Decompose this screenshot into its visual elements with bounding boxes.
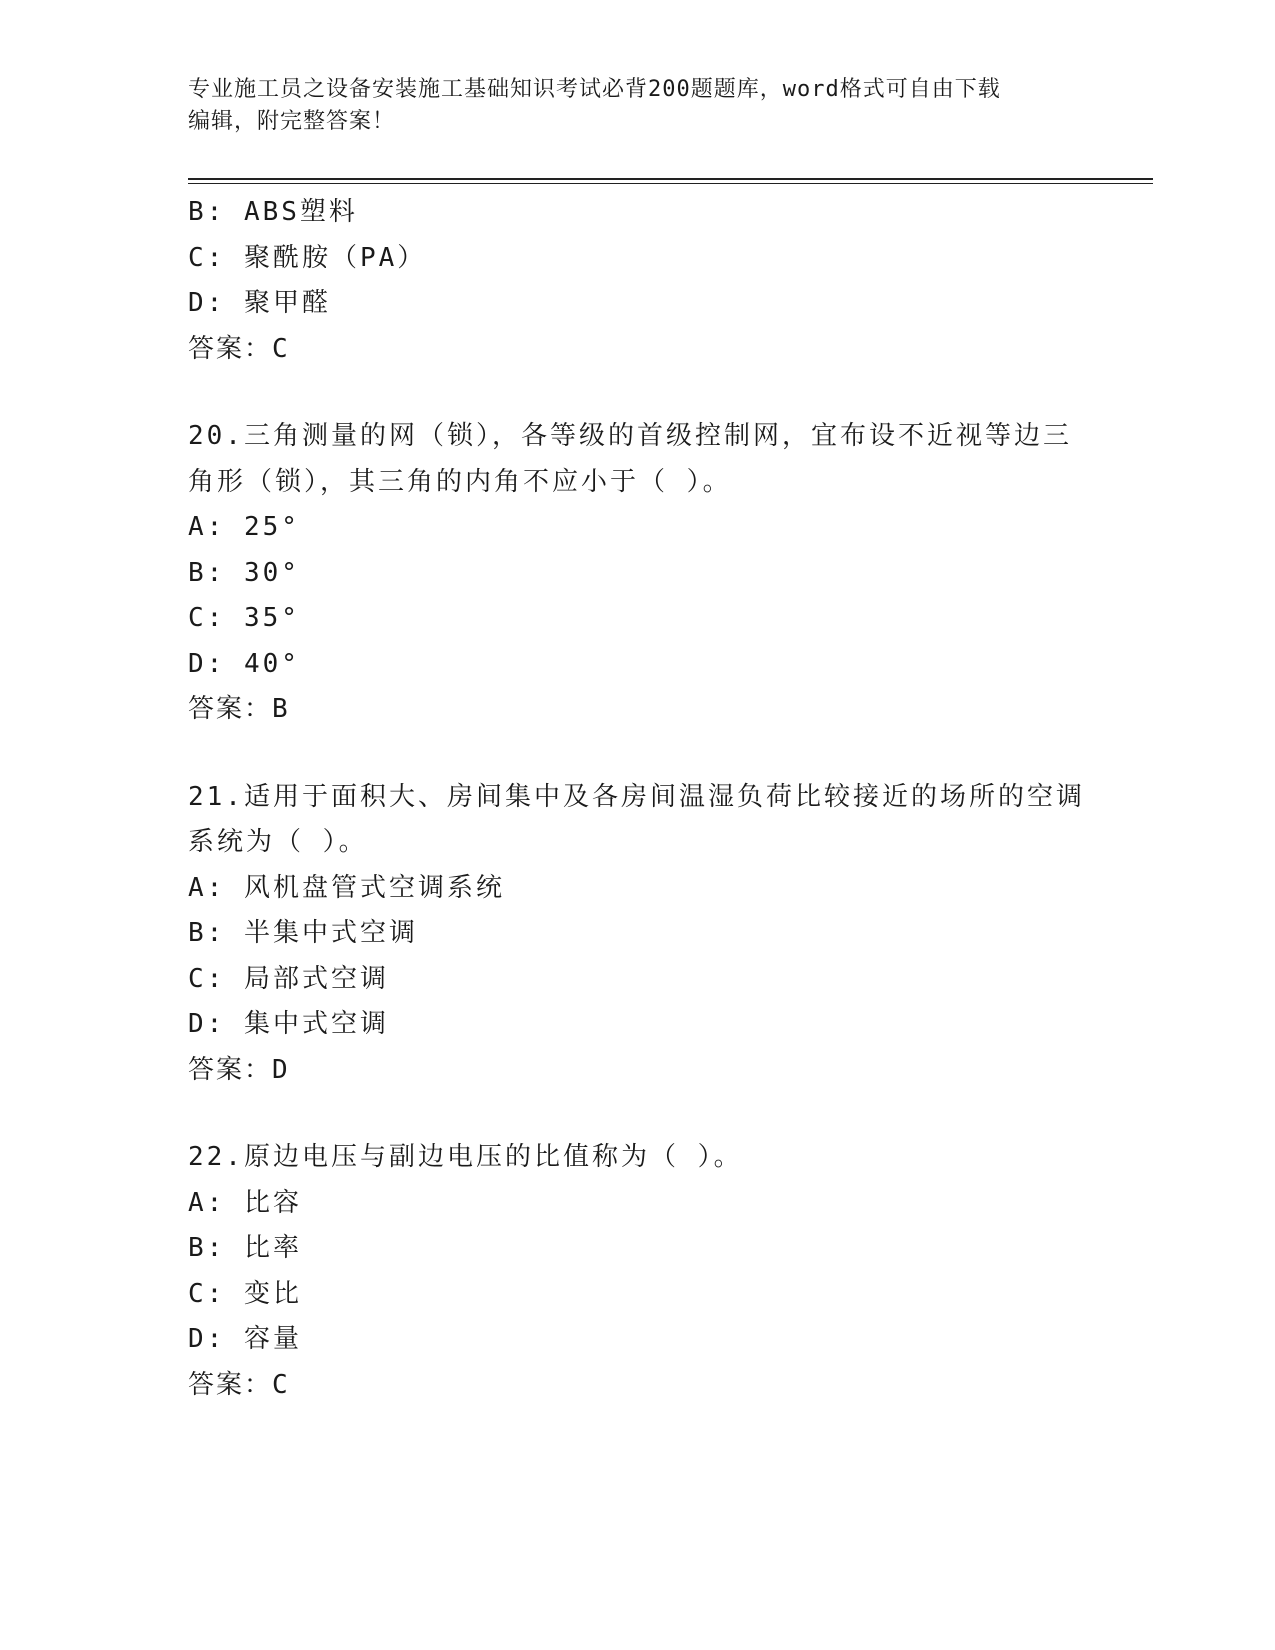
question-block-20 [188, 414, 1088, 733]
answer-line: 答案：C [188, 333, 290, 364]
option-d: D: 聚甲醛 [188, 288, 331, 318]
option-b: B: 半集中式空调 [188, 918, 418, 948]
option-b: B: ABS塑料 [188, 197, 358, 227]
option-b: B: 30° [188, 557, 300, 588]
option-a: A: 风机盘管式空调系统 [188, 872, 505, 903]
answer-line: 答案：C [188, 1369, 290, 1400]
spacer [188, 1093, 1088, 1135]
question-text-line: 角形（锁），其三角的内角不应小于（ ）。 [188, 466, 732, 497]
spacer [188, 733, 1088, 775]
option-d: D: 集中式空调 [188, 1009, 389, 1039]
question-text-line: 21.适用于面积大、房间集中及各房间温湿负荷比较接近的场所的空调 [188, 781, 1085, 812]
option-d: D: 40° [188, 648, 300, 679]
answer-line: 答案：D [188, 1054, 290, 1085]
option-a: A: 比容 [188, 1187, 302, 1218]
header-divider-thin [188, 183, 1153, 184]
question-block-22 [188, 1135, 1088, 1408]
option-b: B: 比率 [188, 1233, 302, 1263]
question-block-21 [188, 775, 1088, 1094]
question-text-line: 系统为（ ）。 [188, 827, 368, 857]
option-d: D: 容量 [188, 1324, 302, 1354]
option-a: A: 25° [188, 512, 300, 542]
question-block-19 [188, 190, 1088, 372]
spacer [188, 372, 1088, 414]
option-c: C: 局部式空调 [188, 963, 389, 994]
document-body [188, 190, 1088, 1408]
header-divider-thick [188, 178, 1153, 180]
option-c: C: 变比 [188, 1278, 302, 1309]
document-header [188, 74, 1068, 138]
question-text-line: 20.三角测量的网（锁），各等级的首级控制网，宜布设不近视等边三 [188, 421, 1072, 451]
header-line-2: 编辑，附完整答案！ [188, 109, 396, 134]
header-line-1: 专业施工员之设备安装施工基础知识考试必背200题题库，word格式可自由下载 [188, 77, 1001, 102]
option-c: C: 35° [188, 603, 300, 633]
option-c: C: 聚酰胺（PA） [188, 242, 427, 273]
question-text-line: 22.原边电压与副边电压的比值称为（ ）。 [188, 1142, 743, 1172]
answer-line: 答案：B [188, 694, 290, 724]
